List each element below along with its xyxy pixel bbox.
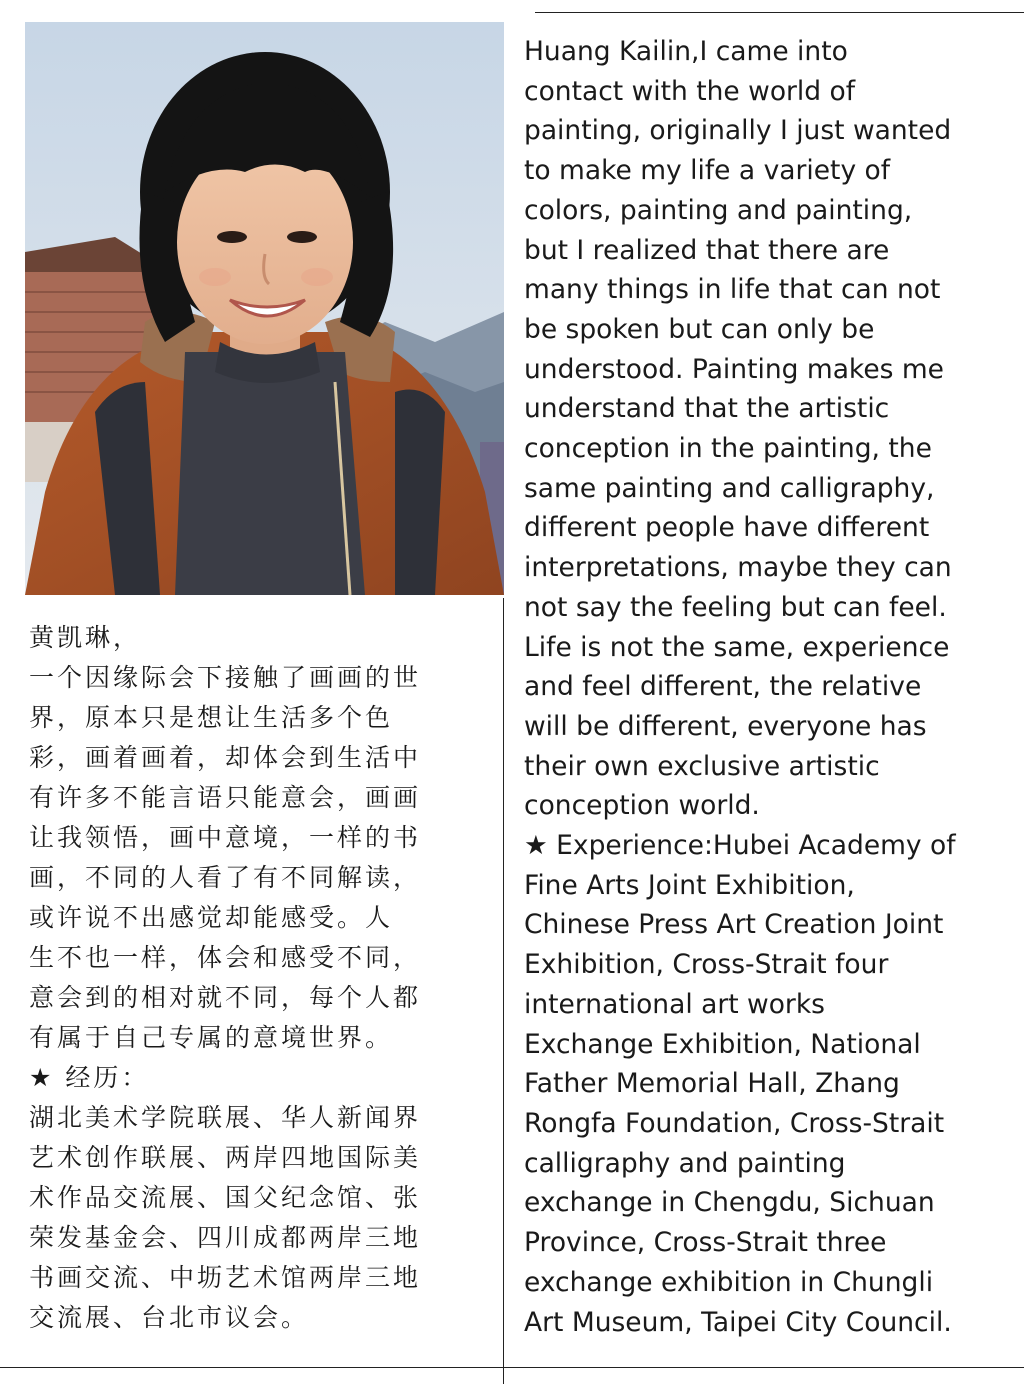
en-line: same painting and calligraphy,	[524, 472, 935, 504]
cn-line: 或许说不出感觉却能感受。人	[29, 903, 394, 932]
cn-line: 一个因缘际会下接触了画画的世	[29, 663, 422, 692]
en-line: international art works	[524, 988, 825, 1020]
cn-line: 彩，画着画着，却体会到生活中	[29, 743, 422, 772]
en-line: Huang Kailin,I came into	[524, 36, 848, 67]
top-divider-line	[535, 12, 1024, 13]
cn-line: 意会到的相对就不同，每个人都	[29, 983, 422, 1012]
bottom-divider-line	[0, 1367, 1024, 1368]
chinese-biography	[29, 618, 499, 1338]
en-line: many things in life that can not	[524, 274, 941, 306]
en-line: their own exclusive artistic	[524, 750, 880, 782]
en-line: different people have different	[524, 512, 930, 544]
en-line: Father Memorial Hall, Zhang	[524, 1068, 900, 1100]
portrait-illustration	[25, 22, 504, 595]
en-line: colors, painting and painting,	[524, 194, 913, 226]
portrait-photo	[25, 22, 504, 595]
en-line: understand that the artistic	[524, 393, 890, 425]
en-experience-heading: ★ Experience:Hubei Academy of	[524, 830, 956, 862]
en-line: be spoken but can only be	[524, 313, 875, 345]
en-line: Fine Arts Joint Exhibition,	[524, 869, 855, 901]
en-line: not say the feeling but can feel.	[524, 591, 947, 623]
cn-experience-heading: ★ 经历：	[29, 1063, 150, 1092]
en-line: understood. Painting makes me	[524, 353, 944, 385]
cn-line: 界，原本只是想让生活多个色	[29, 703, 394, 732]
cn-line: 书画交流、中坜艺术馆两岸三地	[29, 1263, 422, 1292]
en-line: Art Museum, Taipei City Council.	[524, 1306, 952, 1338]
cn-line: 艺术创作联展、两岸四地国际美	[29, 1143, 422, 1172]
en-line: Exhibition, Cross-Strait four	[524, 949, 889, 981]
cn-line: 画，不同的人看了有不同解读，	[29, 863, 422, 892]
english-biography	[524, 32, 1014, 1342]
en-line: and feel different, the relative	[524, 671, 922, 703]
en-line: exchange exhibition in Chungli	[524, 1266, 934, 1298]
en-line: contact with the world of	[524, 75, 856, 107]
en-line: Rongfa Foundation, Cross-Strait	[524, 1107, 945, 1139]
en-line: painting, originally I just wanted	[524, 115, 952, 147]
en-line: interpretations, maybe they can	[524, 552, 952, 584]
cn-line: 交流展、台北市议会。	[29, 1303, 310, 1332]
cn-line: 湖北美术学院联展、华人新闻界	[29, 1103, 422, 1132]
cn-line: 有属于自己专属的意境世界。	[29, 1023, 394, 1052]
cn-line: 术作品交流展、国父纪念馆、张	[29, 1183, 422, 1212]
en-line: to make my life a variety of	[524, 155, 891, 187]
en-line: but I realized that there are	[524, 234, 890, 266]
en-line: calligraphy and painting	[524, 1147, 846, 1179]
cn-line: 黄凯琳，	[29, 623, 142, 652]
cn-line: 有许多不能言语只能意会，画画	[29, 783, 422, 812]
en-line: Chinese Press Art Creation Joint	[524, 909, 944, 941]
column-divider-line	[503, 598, 504, 1384]
en-line: will be different, everyone has	[524, 710, 927, 742]
en-line: exchange in Chengdu, Sichuan	[524, 1187, 935, 1219]
en-line: conception world.	[524, 790, 760, 822]
cn-line: 生不也一样，体会和感受不同，	[29, 943, 422, 972]
en-line: Life is not the same, experience	[524, 631, 950, 663]
cn-line: 让我领悟，画中意境，一样的书	[29, 823, 422, 852]
en-line: Exchange Exhibition, National	[524, 1028, 921, 1060]
cn-line: 荣发基金会、四川成都两岸三地	[29, 1223, 422, 1252]
en-line: Province, Cross-Strait three	[524, 1227, 887, 1259]
en-line: conception in the painting, the	[524, 433, 932, 465]
